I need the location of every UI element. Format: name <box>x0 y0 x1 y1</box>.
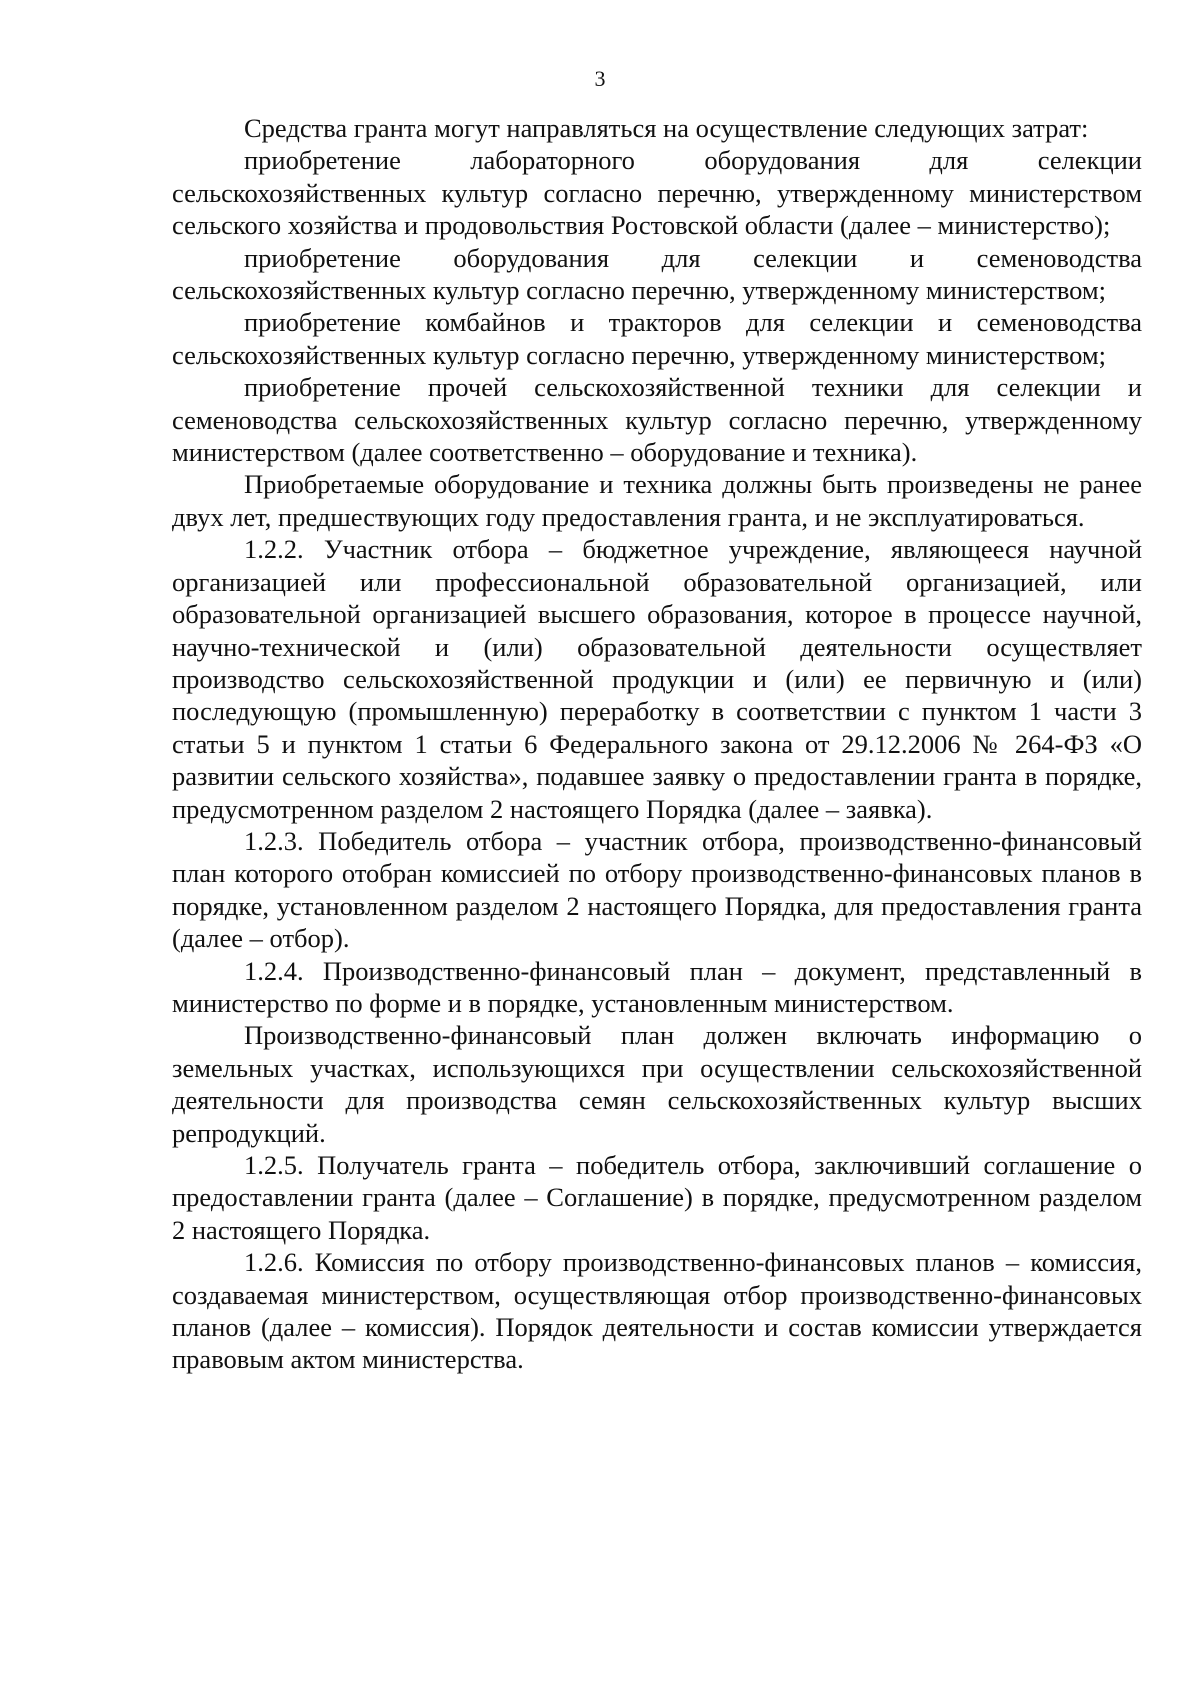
paragraph-equipment-age: Приобретаемые оборудование и техника должны быть произведены не ранее двух лет, предшествующих году предоставления гранта, и не эксплуатироваться. <box>172 469 1142 532</box>
paragraph-combines-tractors: приобретение комбайнов и тракторов для селекции и семеноводства сельскохозяйственных культур согласно перечню, утвержденному министерством; <box>172 307 1142 370</box>
paragraph-1-2-2-participant: 1.2.2. Участник отбора – бюджетное учреждение, являющееся научной организацией или профессиональной образовательной организацией, или образовательной организацией высшего образования, которое в процессе научной, научно-технической и (или) образовательной деятельности осуществляет производство сельскохозяйственной продукции и (или) ее первичную и (или) последующую (промышленную) переработку в соответствии с пунктом 1 части 3 статьи 5 и пунктом 1 статьи 6 Федерального закона от 29.12.2006 № 264-ФЗ «О развитии сельского хозяйства», подавшее заявку о предоставлении гранта в порядке, предусмотренном разделом 2 настоящего Порядка (далее – заявка). <box>172 534 1142 824</box>
paragraph-plan-content: Производственно-финансовый план должен включать информацию о земельных участках, использующихся при осуществлении сельскохозяйственной деятельности для производства семян сельскохозяйственных культур высших репродукций. <box>172 1020 1142 1148</box>
paragraph-1-2-4-plan: 1.2.4. Производственно-финансовый план – документ, представленный в министерство по форме и в порядке, установленным министерством. <box>172 955 1142 1018</box>
paragraph-1-2-3-winner: 1.2.3. Победитель отбора – участник отбора, производственно-финансовый план которого отобран комиссией по отбору производственно-финансовых планов в порядке, установленном разделом 2 настоящего Порядка, для предоставления гранта (далее – отбор). <box>172 825 1142 954</box>
paragraph-1-2-5-recipient: 1.2.5. Получатель гранта – победитель отбора, заключивший соглашение о предоставлении гранта (далее – Соглашение) в порядке, предусмотренном разделом 2 настоящего Порядка. <box>172 1150 1142 1245</box>
document-body <box>172 112 1142 1376</box>
paragraph-lab-equipment: приобретение лабораторного оборудования для селекции сельскохозяйственных культур согласно перечню, утвержденному министерством сельского хозяйства и продовольствия Ростовской области (далее – министерство); <box>172 145 1142 241</box>
page-number: 3 <box>594 66 606 91</box>
paragraph-seed-equipment: приобретение оборудования для селекции и семеноводства сельскохозяйственных культур согласно перечню, утвержденному министерством; <box>172 242 1142 306</box>
paragraph-1-2-6-commission: 1.2.6. Комиссия по отбору производственно-финансовых планов – комиссия, создаваемая министерством, осуществляющая отбор производственно-финансовых планов (далее – комиссия). Порядок деятельности и состав комиссии утверждается правовым актом министерства. <box>172 1247 1142 1375</box>
paragraph-other-machinery: приобретение прочей сельскохозяйственной техники для селекции и семеноводства сельскохозяйственных культур согласно перечню, утвержденному министерством (далее соответственно – оборудование и техника). <box>172 372 1142 468</box>
paragraph-grant-expenses-intro: Средства гранта могут направляться на осуществление следующих затрат: <box>244 113 1089 143</box>
